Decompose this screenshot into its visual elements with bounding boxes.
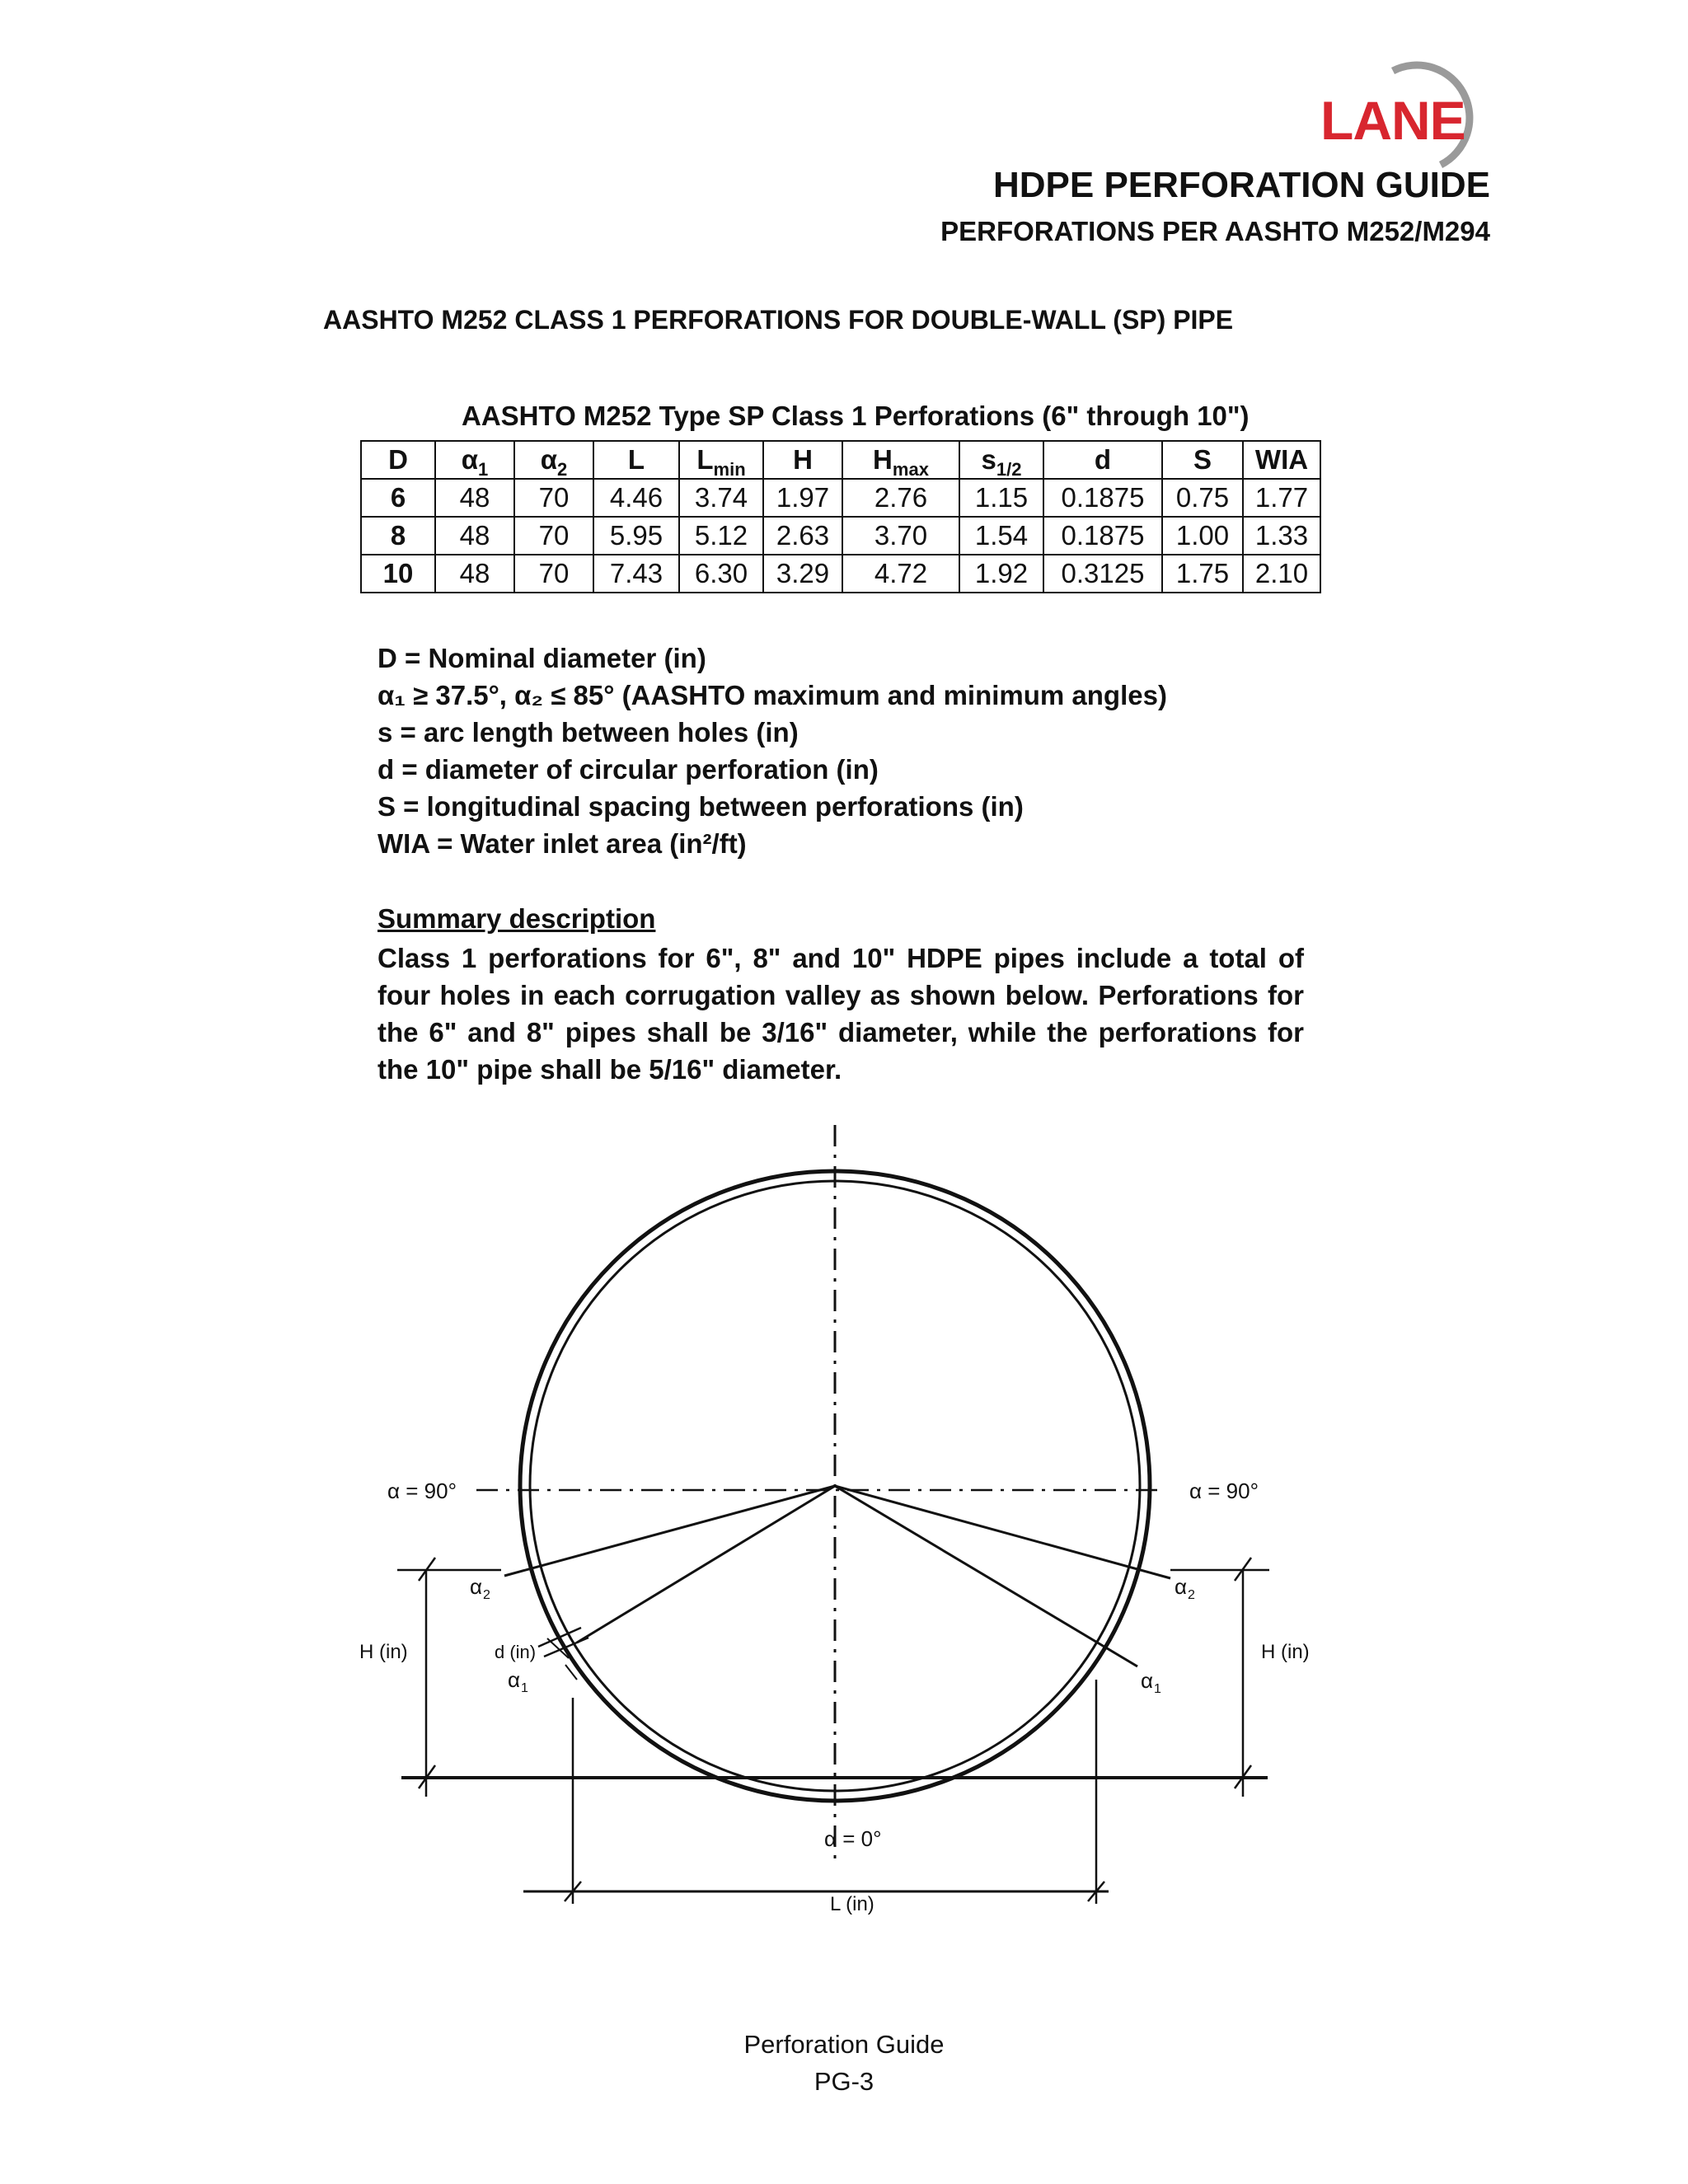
table-cell: 70 (514, 555, 593, 593)
definition-wia: WIA = Water inlet area (in²/ft) (377, 828, 747, 859)
column-header (514, 441, 593, 479)
table-cell: 1.77 (1243, 479, 1320, 517)
alpha1-left-label (508, 1667, 528, 1695)
alpha0-label: α = 0° (824, 1826, 882, 1851)
svg-text:2: 2 (483, 1588, 490, 1602)
definition-s: s = arc length between holes (in) (377, 717, 799, 748)
alpha1-right-line (835, 1486, 1137, 1666)
section-title: AASHTO M252 CLASS 1 PERFORATIONS FOR DOUBLE-WALL (SP) PIPE (323, 305, 1234, 335)
column-header-main: s (981, 444, 996, 475)
table-cell: 1.54 (959, 517, 1043, 555)
alpha1-left-line (577, 1486, 835, 1643)
table-cell: 48 (435, 517, 514, 555)
column-header (1043, 441, 1162, 479)
footer-page-number: PG-3 (814, 2067, 874, 2096)
table-cell: 5.95 (593, 517, 679, 555)
column-header-sub: max (892, 459, 929, 480)
column-header-sub: 1/2 (996, 459, 1022, 480)
lane-logo (1317, 59, 1498, 175)
column-header-main: D (388, 444, 408, 475)
table-cell: 1.15 (959, 479, 1043, 517)
table-cell: 7.43 (593, 555, 679, 593)
d-label: d (in) (495, 1642, 537, 1662)
table-cell: 1.97 (763, 479, 842, 517)
table-cell: 70 (514, 479, 593, 517)
perforation-diagram (0, 1104, 1688, 1929)
alpha90-left-label: α = 90° (387, 1479, 457, 1503)
logo-text: LANE (1320, 90, 1465, 151)
page-subtitle: PERFORATIONS PER AASHTO M252/M294 (940, 216, 1490, 246)
column-header-main: L (627, 444, 645, 475)
alpha1-right-label (1141, 1668, 1161, 1696)
column-header-main: S (1193, 444, 1212, 475)
column-header (1243, 441, 1320, 479)
table-cell: 6.30 (679, 555, 763, 593)
summary-text: Class 1 perforations for 6", 8" and 10" HDPE pipes include a total of four holes in each corrugation valley as shown below. Perforations for the 6" and 8" pipes shall be 3/16" diameter, while the perforations for the 10" pipe shall be 5/16" diameter. (377, 943, 1304, 1085)
table-cell: 70 (514, 517, 593, 555)
table-cell: 2.10 (1243, 555, 1320, 593)
column-header-main: α (461, 444, 479, 475)
column-header (1162, 441, 1243, 479)
column-header-main: WIA (1254, 444, 1309, 475)
l-label: L (in) (830, 1893, 874, 1915)
table-cell: 4.72 (842, 555, 959, 593)
table-cell: 2.63 (763, 517, 842, 555)
table-cell: 5.12 (679, 517, 763, 555)
table-cell: 2.76 (842, 479, 959, 517)
svg-text:α: α (508, 1667, 521, 1692)
column-header-main: H (873, 444, 893, 475)
column-header-main: d (1094, 444, 1112, 475)
h-right-label: H (in) (1261, 1641, 1310, 1663)
table-caption: AASHTO M252 Type SP Class 1 Perforations (6" through 10") (462, 401, 1250, 431)
table-cell: 1.92 (959, 555, 1043, 593)
alpha2-right-line (835, 1486, 1170, 1578)
definition-S: S = longitudinal spacing between perforations (in) (377, 791, 1024, 822)
table-row (361, 479, 1320, 517)
column-header (679, 441, 763, 479)
table-cell: 3.29 (763, 555, 842, 593)
column-header-main: L (696, 444, 714, 475)
svg-text:α: α (1141, 1668, 1154, 1693)
column-header (763, 441, 842, 479)
table-cell: 3.74 (679, 479, 763, 517)
column-header-sub: 1 (478, 459, 489, 480)
page-title: HDPE PERFORATION GUIDE (992, 165, 1490, 205)
svg-text:1: 1 (1154, 1682, 1161, 1696)
h-left-label: H (in) (359, 1641, 408, 1663)
table-row (361, 555, 1320, 593)
column-header (842, 441, 959, 479)
svg-text:2: 2 (1188, 1588, 1195, 1602)
perforation-table (360, 440, 1321, 593)
alpha2-left-line (504, 1486, 835, 1576)
column-header (435, 441, 514, 479)
column-header (959, 441, 1043, 479)
column-header-main: α (540, 444, 558, 475)
column-header (593, 441, 679, 479)
definition-d-perf: d = diameter of circular perforation (in) (377, 754, 879, 785)
table-cell: 0.1875 (1043, 479, 1162, 517)
svg-text:α: α (1175, 1574, 1188, 1599)
table-cell: 10 (361, 555, 435, 593)
summary-heading: Summary description (377, 903, 656, 934)
definition-alpha: α₁ ≥ 37.5°, α₂ ≤ 85° (AASHTO maximum and minimum angles) (377, 680, 1167, 710)
table-cell: 8 (361, 517, 435, 555)
table-cell: 48 (435, 555, 514, 593)
column-header (361, 441, 435, 479)
definition-d: D = Nominal diameter (in) (377, 643, 706, 673)
table-cell: 0.1875 (1043, 517, 1162, 555)
table-cell: 0.3125 (1043, 555, 1162, 593)
table-cell: 0.75 (1162, 479, 1243, 517)
table-cell: 4.46 (593, 479, 679, 517)
table-cell: 1.00 (1162, 517, 1243, 555)
table-cell: 1.75 (1162, 555, 1243, 593)
svg-text:α: α (470, 1574, 483, 1599)
table-cell: 6 (361, 479, 435, 517)
alpha2-right-label (1175, 1574, 1195, 1602)
alpha2-left-label (470, 1574, 490, 1602)
column-header-main: H (793, 444, 813, 475)
table-row (361, 517, 1320, 555)
table-cell: 3.70 (842, 517, 959, 555)
footer-line1: Perforation Guide (743, 2030, 945, 2059)
svg-text:1: 1 (521, 1681, 528, 1695)
table-header-row (361, 441, 1320, 479)
column-header-sub: 2 (557, 459, 568, 480)
table-cell: 1.33 (1243, 517, 1320, 555)
table-cell: 48 (435, 479, 514, 517)
column-header-sub: min (713, 459, 746, 480)
alpha90-right-label: α = 90° (1189, 1479, 1259, 1503)
